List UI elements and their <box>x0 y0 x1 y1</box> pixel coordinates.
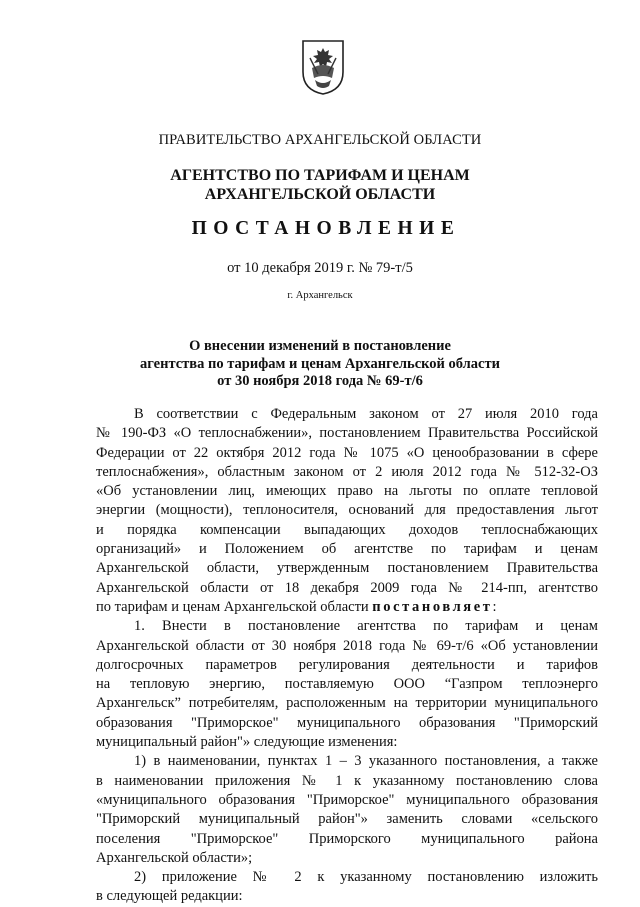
subitem-1-paragraph <box>96 752 598 868</box>
decree-colon: : <box>492 598 497 615</box>
item-line: на тепловую энергию, поставляемую ООО “Газпром теплоэнерго <box>96 676 598 693</box>
subitem-line: «муниципального образования "Приморское" муниципального образования <box>96 791 598 808</box>
body-line: по тарифам и ценам Архангельской области <box>96 598 369 615</box>
body-line: и порядка компенсации выпадающих доходов теплоснабжающих <box>96 521 598 538</box>
coat-of-arms-emblem <box>300 38 346 96</box>
preamble-paragraph <box>96 405 598 617</box>
document-body <box>96 405 598 907</box>
item-line: Архангельской области от 30 ноября 2018 года № 69-т/6 «Об установлении <box>96 637 598 654</box>
body-line: Архангельской области от 18 декабря 2009 года № 214-пп, агентство <box>96 579 598 596</box>
subject-line2: агентства по тарифам и ценам Архангельской области <box>140 355 500 372</box>
body-line: Федерации от 22 октября 2012 года № 1075 «О ценообразовании в сфере <box>96 444 598 461</box>
subitem-line: поселения "Приморское" Приморского муниципального района <box>96 830 598 847</box>
agency-title-line2: АРХАНГЕЛЬСКОЙ ОБЛАСТИ <box>204 186 436 203</box>
subitem-line: 2) приложение № 2 к указанному постановлению изложить <box>134 869 598 886</box>
document-type: ПОСТАНОВЛЕНИЕ <box>191 218 461 239</box>
document-subject <box>0 338 640 391</box>
subitem-line: в следующей редакции: <box>96 888 243 905</box>
item-line: долгосрочных параметров регулирования деятельности и тарифов <box>96 656 598 673</box>
body-line: Архангельской области, утвержденным постановлением Правительства <box>96 560 598 577</box>
body-line-final <box>96 598 598 617</box>
item-line: образования "Приморское" муниципального образования "Приморский <box>96 714 598 731</box>
body-line: организаций» и Положением об агентстве по тарифам и ценам <box>96 541 598 558</box>
subitem-line: в наименовании приложения № 1 к указанному постановлению слова <box>96 772 598 789</box>
item-1-paragraph <box>96 617 598 752</box>
decree-word: постановляет <box>372 598 493 615</box>
agency-title <box>0 166 640 204</box>
subitem-line: "Приморский муниципальный район"» заменить словами «сельского <box>96 811 598 828</box>
body-line: В соответствии с Федеральным законом от 27 июля 2010 года <box>134 406 598 422</box>
subject-line1: О внесении изменений в постановление <box>189 338 451 354</box>
item-line: 1. Внести в постановление агентства по тарифам и ценам <box>134 618 598 635</box>
body-line: теплоснабжения», областным законом от 2 июля 2012 года № 512-32-ОЗ <box>96 463 598 480</box>
body-line: энергии (мощности), теплоносителя, оснований для предоставления льгот <box>96 502 598 519</box>
item-line: муниципальный район"» следующие изменения: <box>96 734 398 751</box>
subitem-2-paragraph <box>96 868 598 907</box>
item-line: Архангельск” потребителям, расположенным на территории муниципального <box>96 695 598 712</box>
body-line: № 190-ФЗ «О теплоснабжении», постановлением Правительства Российской <box>96 425 598 442</box>
subject-line3: от 30 ноября 2018 года № 69-т/6 <box>217 373 423 389</box>
subitem-line: Архангельской области»; <box>96 849 253 866</box>
document-date-number: от 10 декабря 2019 г. № 79-т/5 <box>227 260 413 276</box>
body-line: «Об установлении лиц, имеющих право на льготы по оплате тепловой <box>96 483 598 500</box>
subitem-line: 1) в наименовании, пунктах 1 – 3 указанного постановления, а также <box>134 753 598 770</box>
document-city: г. Архангельск <box>287 290 353 301</box>
agency-title-line1: АГЕНТСТВО ПО ТАРИФАМ И ЦЕНАМ <box>170 167 470 184</box>
government-title: ПРАВИТЕЛЬСТВО АРХАНГЕЛЬСКОЙ ОБЛАСТИ <box>158 132 482 148</box>
